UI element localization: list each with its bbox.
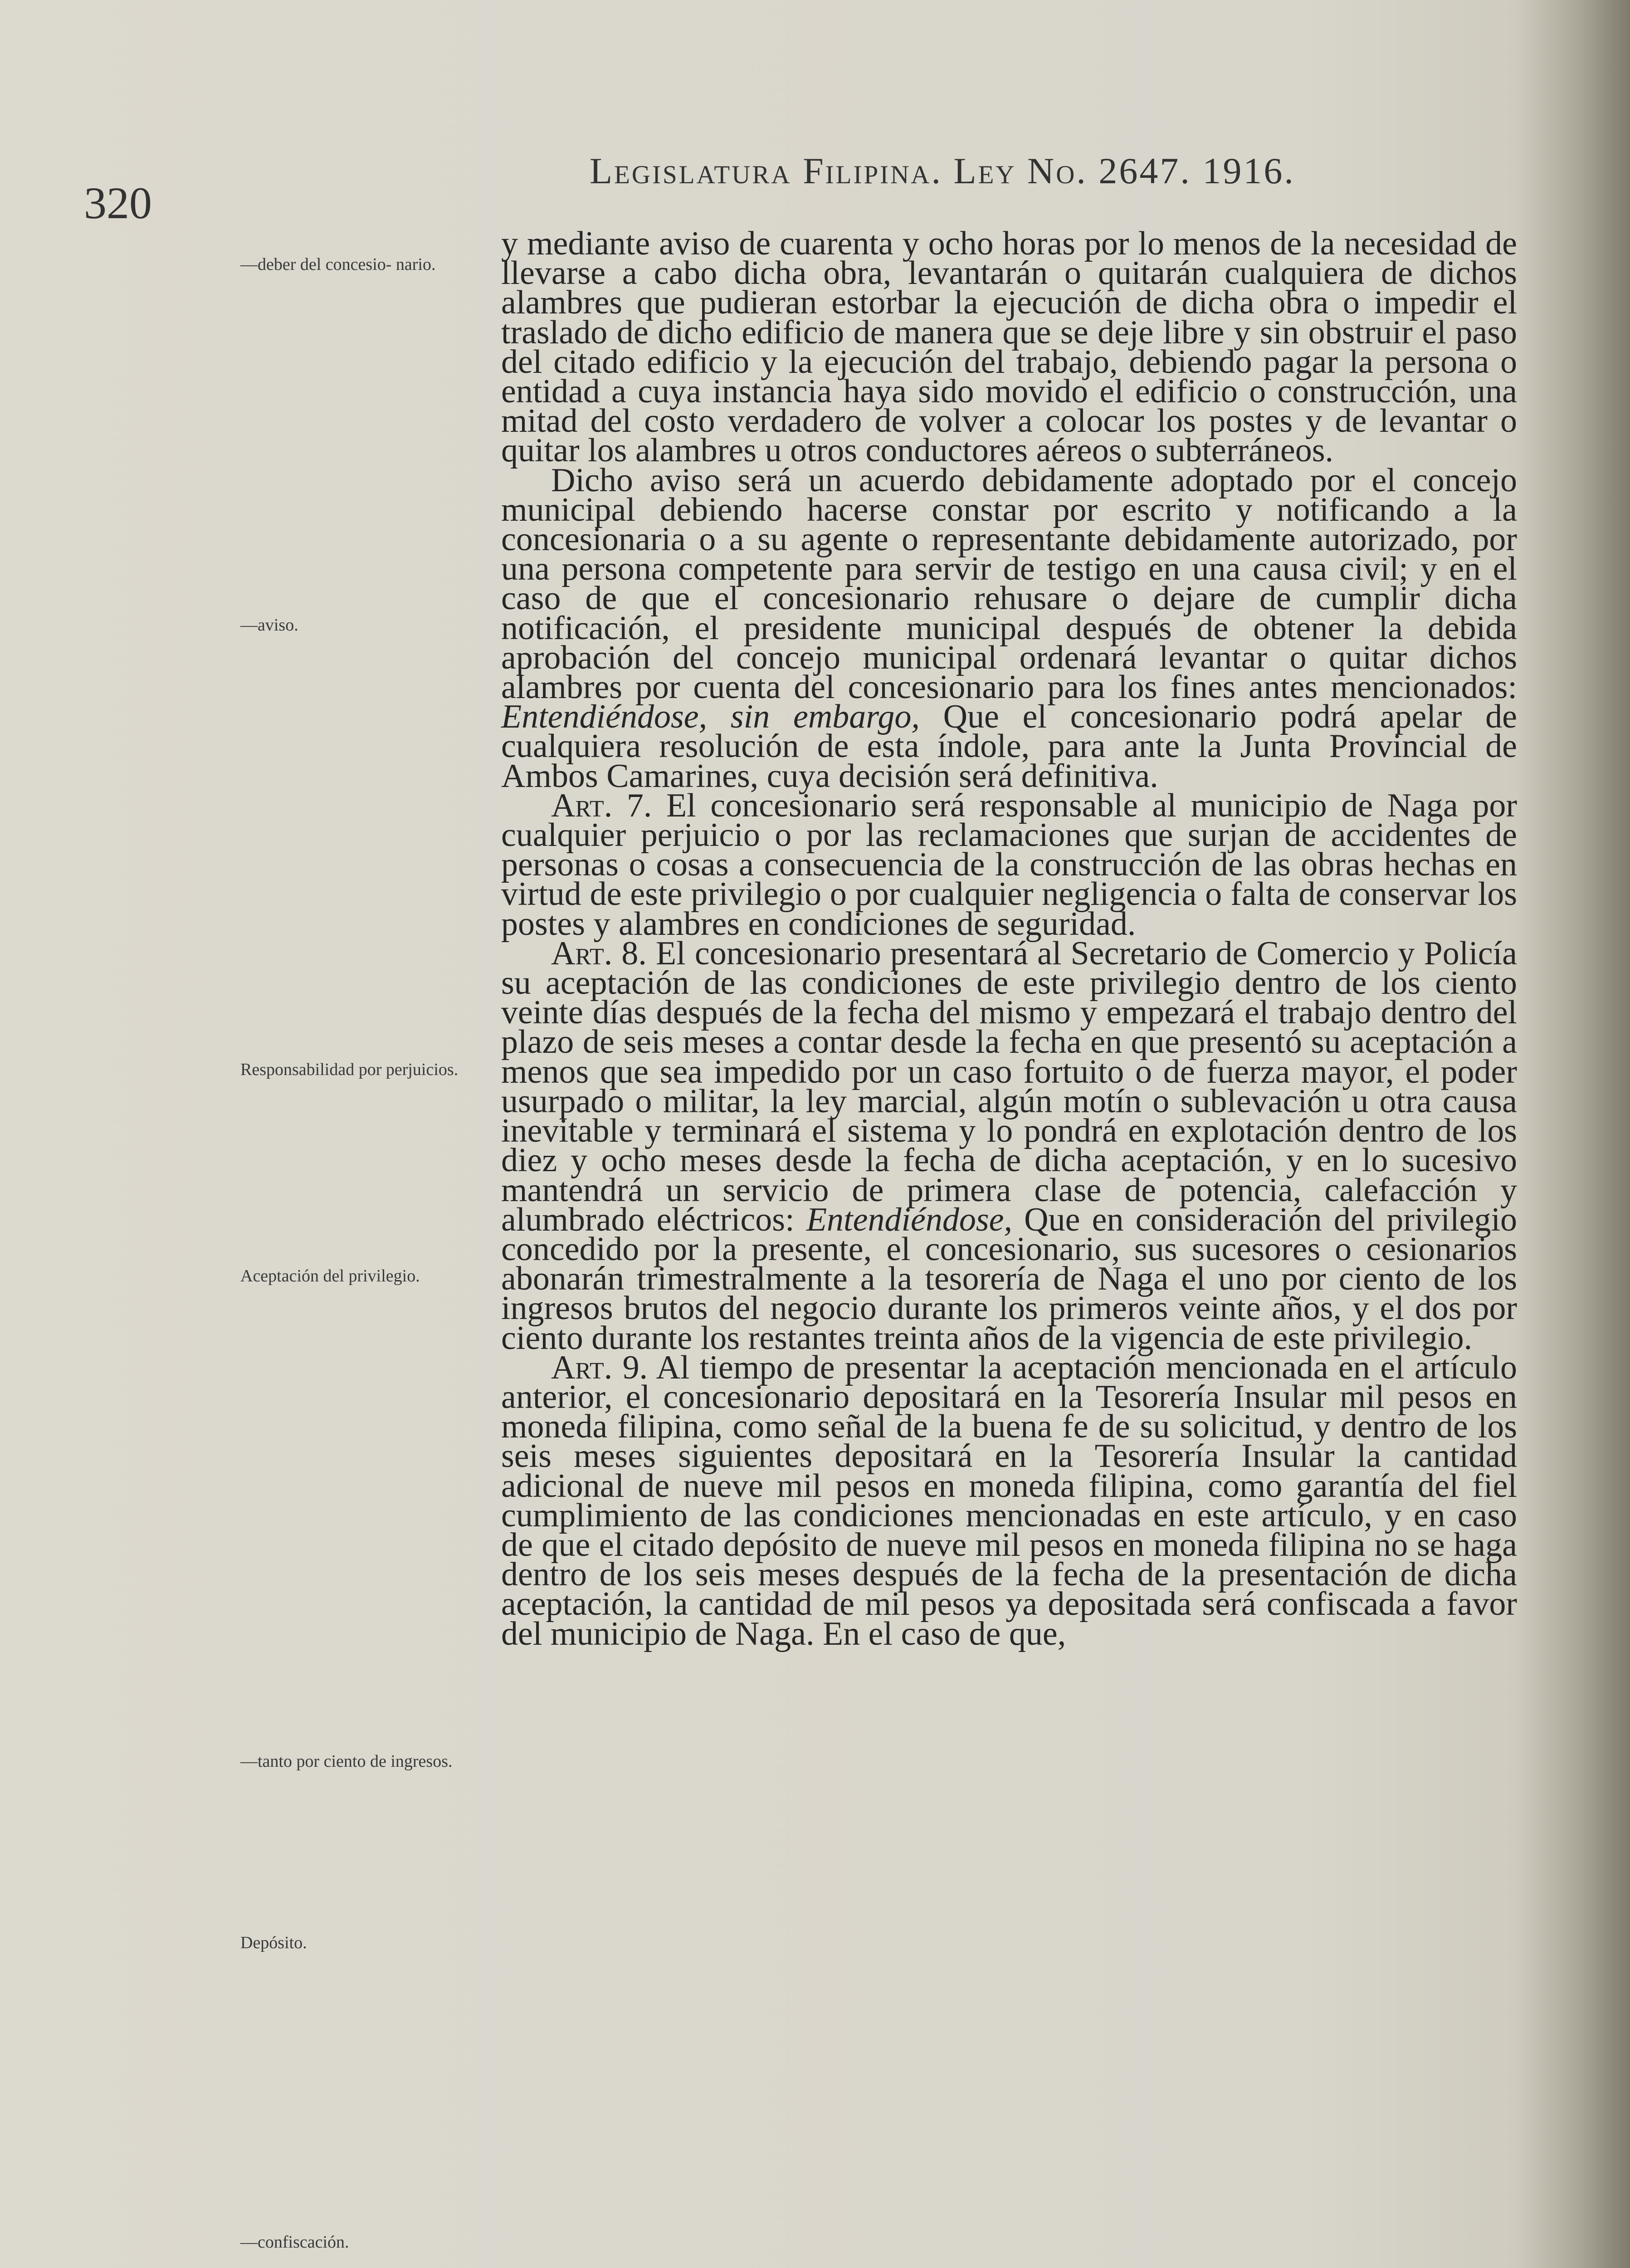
margin-note-deposito: Depósito. xyxy=(240,1933,307,1952)
article-8-text-a: El concesionario presentará al Secretario de Comercio y Policía su aceptación de las condiciones de este privilegio dentro de los ciento veinte días después de la fecha del mismo y empezará el trabajo dentro del plazo de seis meses a contar desde la fecha en que presentó su aceptación a menos que sea impedido por un caso fortuito o de fuerza mayor, el poder usurpado o militar, la ley marcial, algún motín o sublevación u otra causa inevitable y terminará el sistema y lo pondrá en explotación dentro de los diez y ocho meses desde la fecha de dicha aceptación, y en lo sucesivo mantendrá un servicio de primera clase de potencia, calefacción y alumbrado eléctricos: xyxy=(501,934,1518,1238)
article-8 xyxy=(501,934,1518,1357)
article-9 xyxy=(501,1349,1517,1652)
article-8-proviso: Entendiéndose, xyxy=(806,1201,1012,1238)
article-8-text-b: Que en consideración del privilegio concedido por la presente, el concesionario, sus sucesores o cesionarios abonarán trimestralmente a la tesorería de Naga el uno por ciento de los ingresos brutos del negocio durante los primeros veinte años, y el dos por ciento durante los restantes treinta años de la vigencia de este privilegio. xyxy=(501,1201,1518,1357)
margin-note-aceptacion: Aceptación del privilegio. xyxy=(240,1266,420,1286)
article-7-text: El concesionario será responsable al municipio de Naga por cualquier perjuicio o por las reclamaciones que surjan de accidentes de personas o cosas a consecuencia de la construcción de las obras hechas en virtud de este privilegio o por cualquier negligencia o falta de conservar los postes y alambres en condiciones de seguridad. xyxy=(501,787,1518,943)
running-head: Legislatura Filipina. Ley No. 2647. 1916. xyxy=(590,150,1295,191)
paragraph-aviso-text-a: Dicho aviso será un acuerdo debidamente adoptado por el concejo municipal debiendo hacerse constar por escrito y notificando a la concesionaria o a su agente o representante debidamente autorizado, por una persona competente para servir de testigo en una causa civil; y en el caso de que el concesionario rehusare o dejare de cumplir dicha notificación, el presidente municipal después de obtener la debida aprobación del concejo municipal ordenará levantar o quitar dichos alambres por cuenta del concesionario para los fines antes mencionados: xyxy=(501,461,1517,706)
article-9-text: Al tiempo de presentar la aceptación mencionada en el artículo anterior, el concesionario depositará en la Tesorería Insular mil pesos en moneda filipina, como señal de la buena fe de su solicitud, y dentro de los seis meses siguientes depositará en la Tesorería Insular la cantidad adicional de nueve mil pesos en moneda filipina, como garantía del fiel cumplimiento de las condiciones mencionadas en este artículo, y en caso de que el citado depósito de nueve mil pesos en moneda filipina no se haga dentro de los seis meses después de la fecha de la presentación de dicha aceptación, la cantidad de mil pesos ya depositada será confiscada a favor del municipio de Naga. En el caso de que, xyxy=(501,1349,1517,1652)
paragraph-1: y mediante aviso de cuarenta y ocho horas por lo menos de la necesidad de llevarse a cabo dicha obra, levantarán o quitarán cualquiera de dichos alambres que pudieran estorbar la ejecución de dicha obra o impedir el traslado de dicho edificio de manera que se deje libre y sin obstruir el paso del citado edificio y la ejecución del trabajo, debiendo pagar la persona o entidad a cuya instancia haya sido movido el edificio o construcción, una mitad del costo verdadero de volver a colocar los postes y de levantar o quitar los alambres u otros conductores aéreos o subterráneos. xyxy=(501,225,1517,469)
paragraph-aviso-proviso: Entendiéndose, sin embargo, xyxy=(501,698,920,736)
margin-note-tanto-por-ciento: —tanto por ciento de ingresos. xyxy=(240,1752,453,1771)
page-number: 320 xyxy=(84,178,152,228)
article-8-label: Art. 8. xyxy=(551,934,647,972)
article-7 xyxy=(501,787,1518,943)
article-9-label: Art. 9. xyxy=(551,1349,648,1386)
margin-note-deber: —deber del concesio- nario. xyxy=(240,255,436,274)
margin-note-confiscacion: —confiscación. xyxy=(240,2233,349,2252)
margin-note-responsabilidad: Responsabilidad por perjuicios. xyxy=(240,1060,459,1079)
body-text xyxy=(501,225,1518,1652)
margin-note-aviso: —aviso. xyxy=(240,616,298,635)
article-7-label: Art. 7. xyxy=(551,787,652,824)
paragraph-aviso xyxy=(501,461,1518,795)
paragraph-aviso-text-b: Que el concesionario podrá apelar de cualquiera resolución de esta índole, para ante la Junta Provincial de Ambos Camarines, cuya decisión será definitiva. xyxy=(501,698,1518,795)
